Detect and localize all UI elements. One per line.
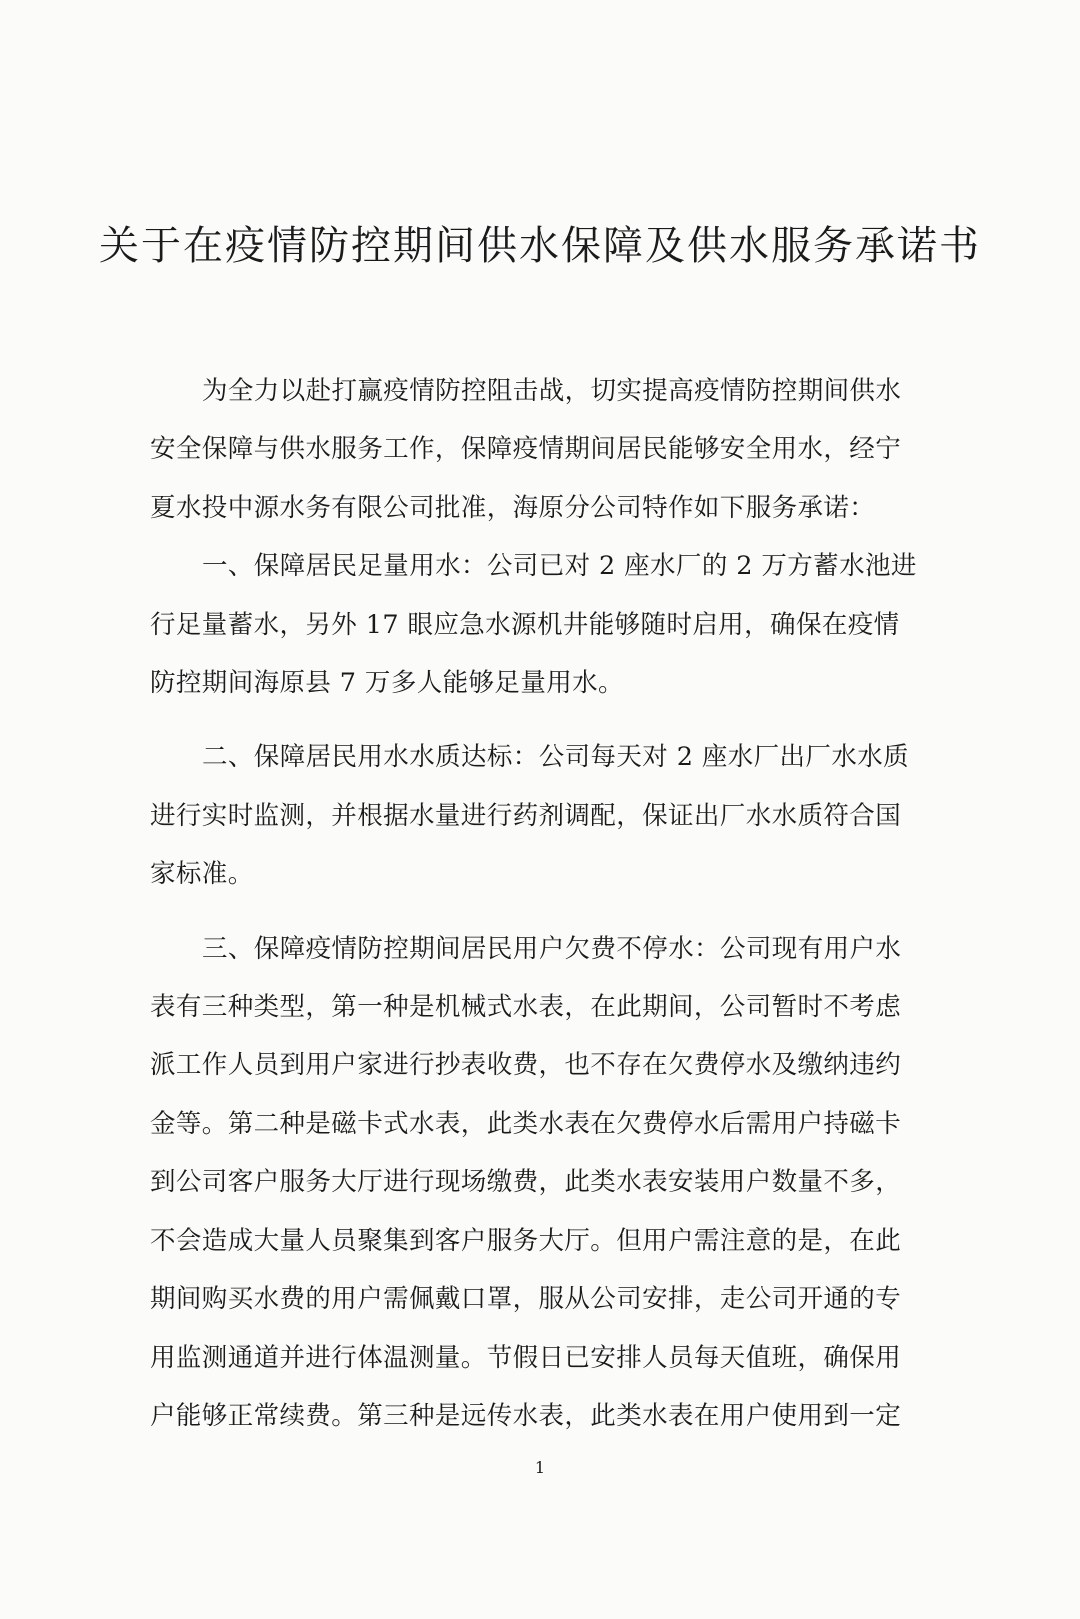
text-line: 为全力以赴打赢疫情防控阻击战，切实提高疫情防控期间供水 — [202, 376, 902, 406]
text-line: 派工作人员到用户家进行抄表收费，也不存在欠费停水及缴纳违约 — [150, 1050, 902, 1081]
document-body — [150, 362, 920, 1445]
text-line: 进行实时监测，并根据水量进行药剂调配，保证出厂水水质符合国 — [150, 800, 902, 831]
text-line: 金等。第二种是磁卡式水表，此类水表在欠费停水后需用户持磁卡 — [150, 1108, 902, 1139]
text-line: 行足量蓄水，另外 17 眼应急水源机井能够随时启用，确保在疫情 — [150, 609, 900, 640]
text-line: 家标准。 — [150, 859, 254, 890]
text-line: 户能够正常续费。第三种是远传水表，此类水表在用户使用到一定 — [150, 1400, 902, 1431]
text-line: 三、保障疫情防控期间居民用户欠费不停水：公司现有用户水 — [202, 933, 902, 964]
text-line: 二、保障居民用水水质达标：公司每天对 2 座水厂出厂水水质 — [202, 742, 910, 773]
text-line: 表有三种类型，第一种是机械式水表，在此期间，公司暂时不考虑 — [150, 992, 902, 1023]
paragraph-item-3 — [150, 920, 920, 1446]
paragraph-item-2 — [150, 728, 920, 903]
text-line: 一、保障居民足量用水：公司已对 2 座水厂的 2 万方蓄水池进 — [202, 551, 917, 582]
text-line: 安全保障与供水服务工作，保障疫情期间居民能够安全用水，经宁 — [150, 434, 902, 465]
paragraph-intro — [150, 362, 920, 537]
text-line: 到公司客户服务大厅进行现场缴费，此类水表安装用户数量不多， — [150, 1167, 902, 1198]
page-number: 1 — [534, 1458, 546, 1477]
text-line: 不会造成大量人员聚集到客户服务大厅。但用户需注意的是，在此 — [150, 1225, 902, 1256]
text-line: 防控期间海原县 7 万多人能够足量用水。 — [150, 668, 624, 699]
document-title: 关于在疫情防控期间供水保障及供水服务承诺书 — [99, 223, 981, 269]
text-line: 用监测通道并进行体温测量。节假日已安排人员每天值班，确保用 — [150, 1342, 902, 1373]
text-line: 夏水投中源水务有限公司批准，海原分公司特作如下服务承诺： — [150, 492, 876, 523]
text-line: 期间购买水费的用户需佩戴口罩，服从公司安排，走公司开通的专 — [150, 1284, 902, 1315]
paragraph-item-1 — [150, 537, 920, 712]
